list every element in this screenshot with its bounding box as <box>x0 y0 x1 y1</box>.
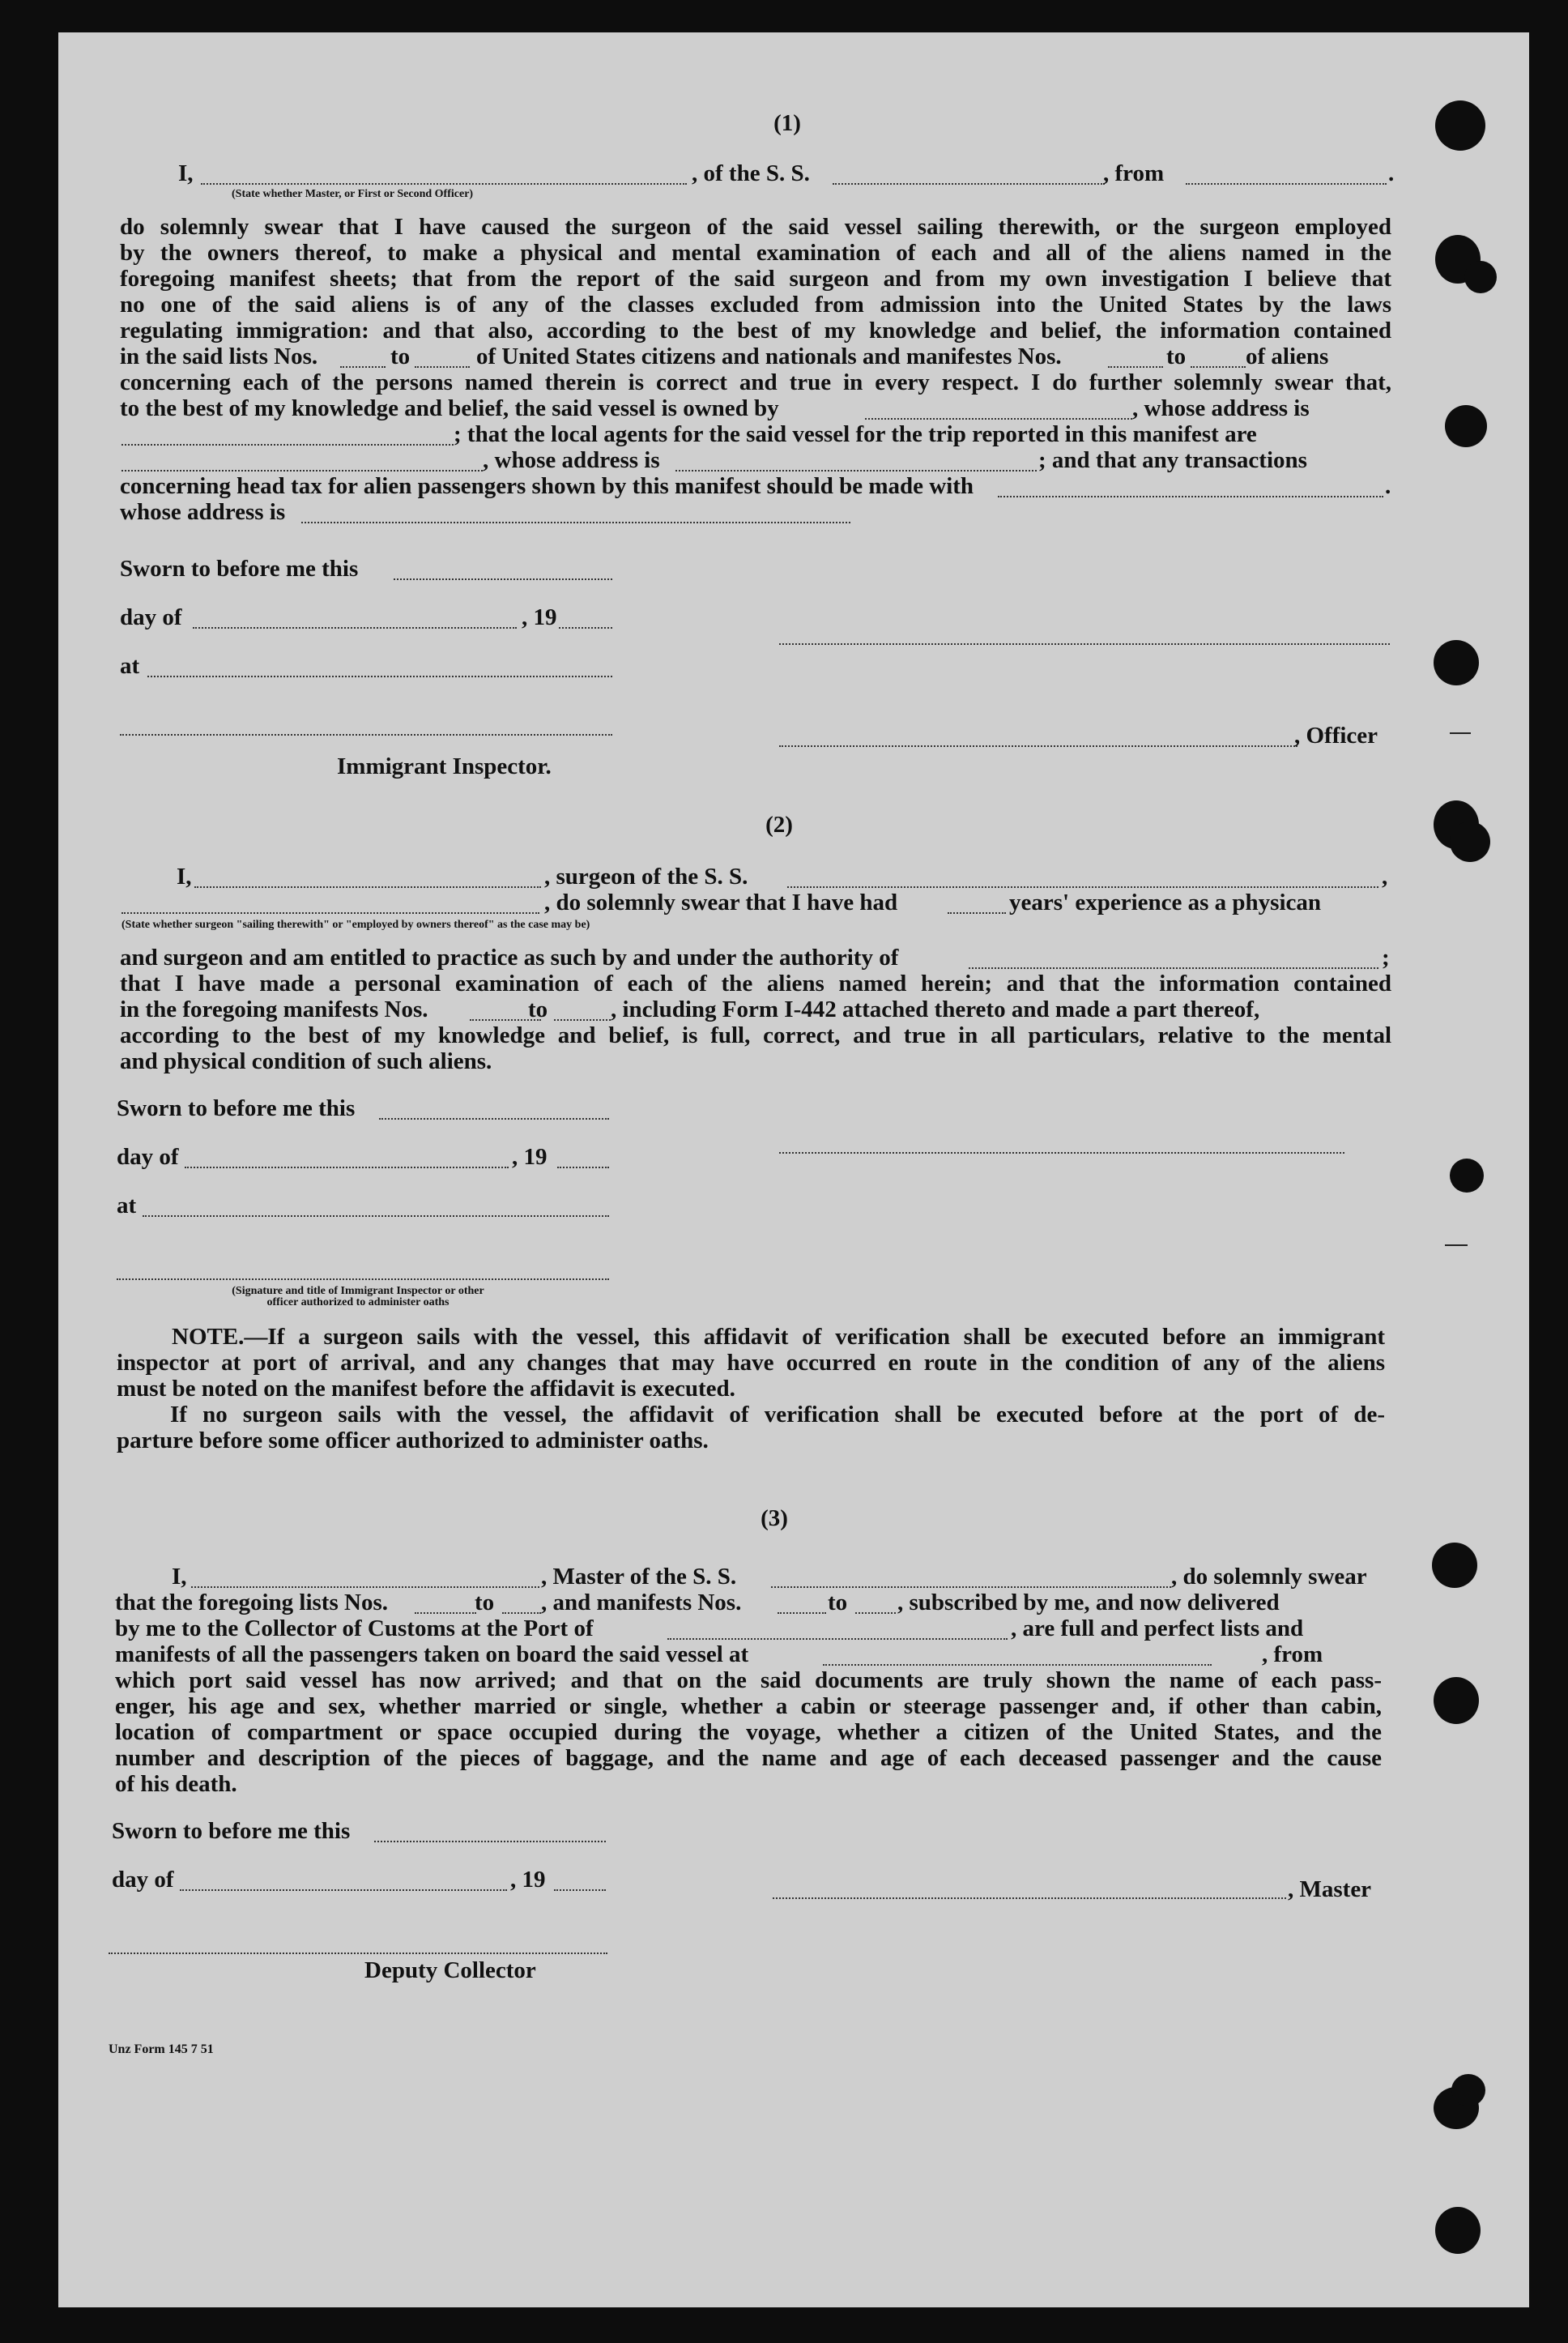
s2-years-field[interactable] <box>948 912 1006 914</box>
s2-swear-label: , do solemnly swear that I have had <box>544 890 898 915</box>
s1-officer-label: , Officer <box>1294 723 1378 749</box>
s2-para-line-5: and physical condition of such aliens. <box>120 1048 492 1074</box>
s1-day-label: day of <box>120 604 182 630</box>
s3-lists-from-field[interactable] <box>415 1612 476 1614</box>
s2-para-line-4: according to the best of my knowledge and belief, is full, correct, and true in all particulars, relative to the mental <box>120 1022 1391 1048</box>
s2-authority-label: and surgeon and am entitled to practice as such by and under the authority of <box>120 945 899 971</box>
s3-swear-label: , do solemnly swear <box>1171 1564 1367 1590</box>
s1-signature-field[interactable] <box>779 643 1390 645</box>
form-footer: Unz Form 145 7 51 <box>109 2042 214 2056</box>
s1-i-label: I, <box>178 160 194 186</box>
s3-sworn-label: Sworn to before me this <box>112 1818 351 1844</box>
s3-para-line-8: number and description of the pieces of baggage, and the name and age of each deceased passenger and the cause <box>115 1745 1382 1771</box>
s3-manifests-from-field[interactable] <box>778 1612 826 1614</box>
s1-manifests-to-field[interactable] <box>1191 366 1246 368</box>
section-2-number: (2) <box>765 812 793 838</box>
s1-lists-to: to <box>390 344 411 369</box>
s3-manifests-to-field[interactable] <box>855 1612 896 1614</box>
s3-day-field[interactable] <box>180 1889 507 1891</box>
punch-hole <box>1434 640 1479 685</box>
punch-hole <box>1435 100 1485 151</box>
punch-hole <box>1432 1543 1477 1588</box>
s1-inspector-label: Immigrant Inspector. <box>337 753 552 779</box>
s1-address-field[interactable] <box>301 522 850 523</box>
s3-lists-to-field[interactable] <box>502 1612 541 1614</box>
s2-comma: , <box>1382 864 1388 890</box>
s2-i-label: I, <box>177 864 192 890</box>
s2-year-label: , 19 <box>512 1144 548 1170</box>
s1-at-field[interactable] <box>147 676 612 677</box>
s1-lists-to-field[interactable] <box>415 366 470 368</box>
punch-hole <box>1435 2207 1481 2254</box>
s1-para-line-3: foregoing manifest sheets; that from the report of the said surgeon and from my own investigation I believe that <box>120 266 1391 292</box>
s2-manifests-to: to <box>528 997 548 1022</box>
s1-manifests-to: to <box>1166 344 1187 369</box>
s2-surgeon-of-ss-label: , surgeon of the S. S. <box>544 864 748 890</box>
s3-year-label: , 19 <box>510 1867 546 1893</box>
s3-vessel-field[interactable] <box>771 1586 1171 1588</box>
s1-transactions-label: ; and that any transactions <box>1038 447 1307 473</box>
s1-agents-address-label: , whose address is <box>483 447 660 473</box>
section-1-number: (1) <box>773 110 801 136</box>
s2-signature-field[interactable] <box>779 1152 1344 1154</box>
s3-day-label: day of <box>112 1867 174 1893</box>
margin-mark <box>1450 732 1471 734</box>
s3-port-field[interactable] <box>667 1638 1008 1640</box>
s1-head-tax-label: concerning head tax for alien passengers shown by this manifest should be made with <box>120 473 974 499</box>
s1-local-agents-label: ; that the local agents for the said vessel for the trip reported in this manifest are <box>454 421 1257 447</box>
s2-sworn-field[interactable] <box>379 1118 609 1120</box>
note-line-3: must be noted on the manifest before the affidavit is executed. <box>117 1376 735 1402</box>
s1-vessel-field[interactable] <box>833 183 1105 185</box>
s2-day-label: day of <box>117 1144 179 1170</box>
punch-hole <box>1445 405 1487 447</box>
s3-sworn-field[interactable] <box>374 1841 606 1842</box>
s1-of-ss-label: , of the S. S. <box>692 160 810 186</box>
s3-taken-at-label: manifests of all the passengers taken on board the said vessel at <box>115 1641 749 1667</box>
s2-year-field[interactable] <box>557 1167 609 1168</box>
s2-para-line-2: that I have made a personal examination of each of the aliens named herein; and that the information contained <box>120 971 1391 997</box>
s1-manifests-from-field[interactable] <box>1108 366 1163 368</box>
s1-sworn-field[interactable] <box>394 578 612 580</box>
s1-owned-by-label: to the best of my knowledge and belief, the said vessel is owned by <box>120 395 779 421</box>
s1-inspector-field[interactable] <box>120 734 612 736</box>
s1-para-line-2: by the owners thereof, to make a physical and mental examination of each and all of the aliens named in the <box>120 240 1391 266</box>
s3-delivered-label: , subscribed by me, and now delivered <box>897 1590 1280 1615</box>
s1-agents-address-field[interactable] <box>675 470 1037 472</box>
s2-at-label: at <box>117 1193 137 1218</box>
s1-para-line-7: concerning each of the persons named therein is correct and true in every respect. I do further solemnly swear that, <box>120 369 1391 395</box>
s3-taken-at-field[interactable] <box>823 1664 1212 1666</box>
s1-period-2: . <box>1385 473 1391 499</box>
punch-hole <box>1450 822 1490 862</box>
s1-period: . <box>1388 160 1395 186</box>
s3-para-line-5: which port said vessel has now arrived; and that on the said documents are truly shown the name of each pass- <box>115 1667 1382 1693</box>
s1-owner-field[interactable] <box>865 418 1132 420</box>
s3-manifests-to: to <box>828 1590 848 1615</box>
s2-sworn-label: Sworn to before me this <box>117 1095 356 1121</box>
s3-master-name-field[interactable] <box>191 1586 539 1588</box>
s1-officer-note: (State whether Master, or First or Second Officer) <box>232 188 474 200</box>
s1-sworn-label: Sworn to before me this <box>120 556 359 582</box>
s3-deputy-field[interactable] <box>109 1952 607 1954</box>
s1-para-line-5: regulating immigration: and that also, according to the best of my knowledge and belief, the information contained <box>120 318 1391 344</box>
note-line-5: parture before some officer authorized to administer oaths. <box>117 1428 709 1453</box>
s3-para-line-7: location of compartment or space occupied during the voyage, whether a citizen of the United States, and the <box>115 1719 1382 1745</box>
s3-lists-to: to <box>475 1590 495 1615</box>
s1-manifests-label: of United States citizens and nationals and manifestes Nos. <box>476 344 1062 369</box>
s2-day-field[interactable] <box>185 1167 509 1168</box>
s2-experience-label: years' experience as a physican <box>1009 890 1322 915</box>
s2-signature-note-2: officer authorized to administer oaths <box>266 1296 450 1308</box>
s1-head-tax-field[interactable] <box>998 496 1383 497</box>
s1-lists-label: in the said lists Nos. <box>120 344 318 369</box>
s2-semicolon: ; <box>1382 945 1390 971</box>
s1-para-line-4: no one of the said aliens is of any of the classes excluded from admission into the United States by the laws <box>120 292 1391 318</box>
s2-manifests-label: in the foregoing manifests Nos. <box>120 997 428 1022</box>
s3-from-label: , from <box>1262 1641 1323 1667</box>
s3-manifests-label: , and manifests Nos. <box>541 1590 742 1615</box>
s1-day-field[interactable] <box>193 627 517 629</box>
note-line-1: NOTE.—If a surgeon sails with the vessel, this affidavit of verification shall be executed before an immigrant <box>172 1324 1385 1350</box>
s2-at-field[interactable] <box>143 1215 609 1217</box>
s3-master-label: , Master <box>1288 1876 1372 1902</box>
s3-i-label: I, <box>172 1564 187 1590</box>
s1-officer-signature-field[interactable] <box>779 745 1297 747</box>
section-3-number: (3) <box>761 1505 788 1531</box>
s3-deputy-label: Deputy Collector <box>364 1957 536 1983</box>
punch-hole <box>1464 261 1497 293</box>
s1-year-label: , 19 <box>522 604 557 630</box>
s2-signature-note-1: (Signature and title of Immigrant Inspector or other <box>232 1285 484 1297</box>
s3-lists-label: that the foregoing lists Nos. <box>115 1590 388 1615</box>
s1-at-label: at <box>120 653 140 679</box>
s1-owner-address-field[interactable] <box>121 444 454 446</box>
s2-capacity-note: (State whether surgeon "sailing therewith" or "employed by owners thereof" as the case may be) <box>121 919 590 931</box>
s2-surgeon-name-field[interactable] <box>194 886 541 888</box>
s3-lists-perfect-label: , are full and perfect lists and <box>1011 1615 1304 1641</box>
s1-officer-field[interactable] <box>201 183 687 185</box>
punch-hole <box>1450 1159 1484 1193</box>
s1-from-field[interactable] <box>1186 183 1387 185</box>
s1-year-field[interactable] <box>559 627 612 629</box>
s2-capacity-field[interactable] <box>121 912 539 914</box>
s2-inspector-signature-field[interactable] <box>117 1278 609 1280</box>
s2-form-label: , including Form I-442 attached thereto and made a part thereof, <box>611 997 1260 1022</box>
s3-para-line-6: enger, his age and sex, whether married or single, whether a cabin or steerage passenger and, if other than cabin, <box>115 1693 1382 1719</box>
s3-master-signature-field[interactable] <box>773 1897 1286 1899</box>
s3-port-label: by me to the Collector of Customs at the Port of <box>115 1615 594 1641</box>
s3-master-of-ss-label: , Master of the S. S. <box>541 1564 737 1590</box>
s2-vessel-field[interactable] <box>787 886 1378 888</box>
s1-para-line-1: do solemnly swear that I have caused the surgeon of the said vessel sailing therewith, or the surgeon employed <box>120 214 1391 240</box>
s1-lists-from-field[interactable] <box>340 366 386 368</box>
margin-mark <box>1445 1244 1468 1246</box>
note-line-2: inspector at port of arrival, and any changes that may have occurred en route in the condition of any of the aliens <box>117 1350 1385 1376</box>
s1-from-label: , from <box>1103 160 1165 186</box>
s1-address-label: whose address is <box>120 499 286 525</box>
s1-owner-address-label: , whose address is <box>1132 395 1310 421</box>
s3-year-field[interactable] <box>554 1889 606 1891</box>
note-line-4: If no surgeon sails with the vessel, the affidavit of verification shall be executed before at the port of de- <box>170 1402 1385 1428</box>
s3-para-line-9: of his death. <box>115 1771 237 1797</box>
s2-manifests-to-field[interactable] <box>554 1019 611 1021</box>
form-page <box>58 32 1529 2307</box>
s2-authority-field[interactable] <box>969 967 1378 969</box>
s1-of-aliens: of aliens <box>1246 344 1329 369</box>
punch-hole <box>1451 2074 1485 2106</box>
s1-agents-field[interactable] <box>121 470 483 472</box>
punch-hole <box>1434 1677 1479 1724</box>
